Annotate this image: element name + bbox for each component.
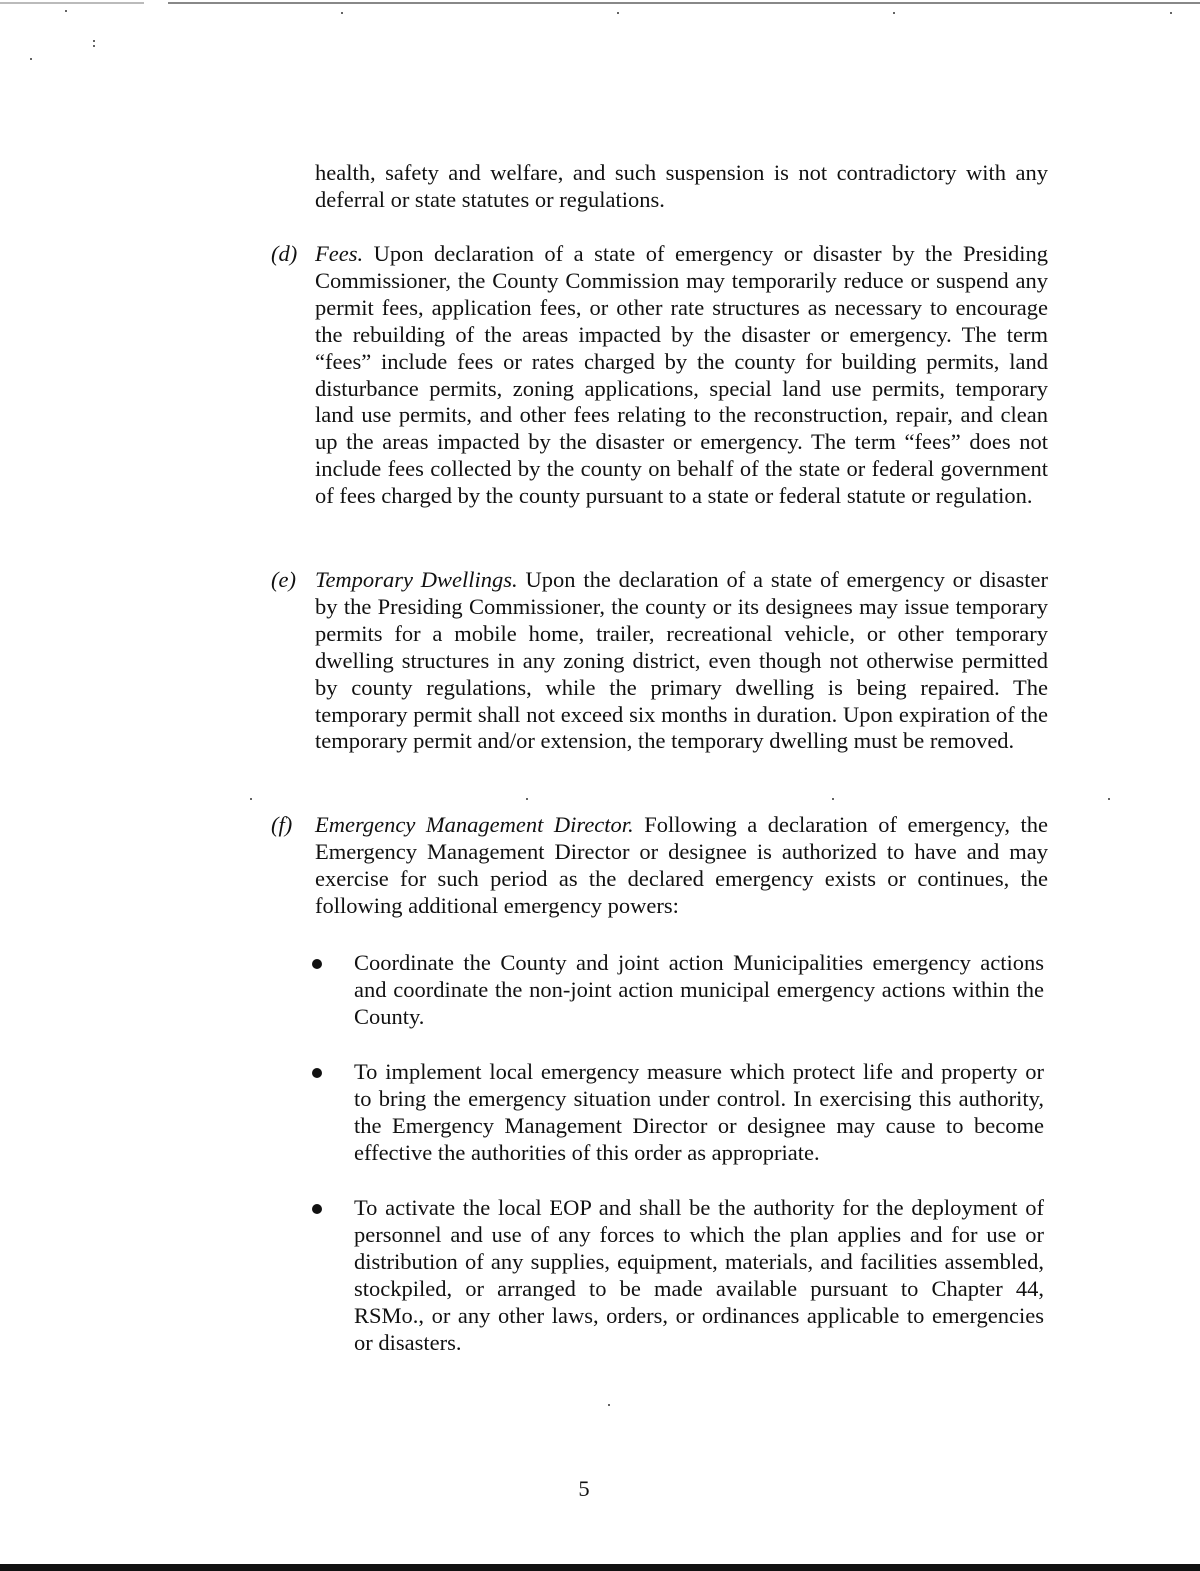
section-label-e: (e) xyxy=(271,567,296,592)
section-d-paragraph xyxy=(315,241,1048,510)
bullet-item-3: To activate the local EOP and shall be the authority for the deployment of personnel and use of any forces to which the plan applies and for use or distribution of any supplies, equipment, materials, and facilities assembled, stockpiled, or arranged to be made available pursuant to Chapter 44, RSMo., or any other laws, orders, or ordinances applicable to emergencies or disasters. xyxy=(354,1195,1044,1355)
bullet-icon xyxy=(312,959,322,969)
page-number: 5 xyxy=(578,1476,590,1501)
scan-bottom-edge xyxy=(0,1564,1200,1571)
bullet-icon xyxy=(312,1068,322,1078)
bullet-item-2: To implement local emergency measure which protect life and property or to bring the emergency situation under control. In exercising this authority, the Emergency Management Director or designee may cause to become effective the authorities of this order as appropriate. xyxy=(354,1059,1044,1165)
bullet-icon xyxy=(312,1204,322,1214)
section-f-paragraph xyxy=(315,812,1048,920)
section-label-d: (d) xyxy=(271,241,298,266)
section-d-body: Upon declaration of a state of emergency or disaster by the Presiding Commissioner, the County Commission may temporarily reduce or suspend any permit fees, application fees, or other rate structures as necessary to encourage the rebuilding of the areas impacted by the disaster or emergency. The term “fees” include fees or rates charged by the county for building permits, land disturbance permits, zoning applications, special land use permits, temporary land use permits, and other fees relating to the reconstruction, repair, and clean up the areas impacted by the disaster or emergency. The term “fees” does not include fees collected by the county on behalf of the state or federal government of fees charged by the county pursuant to a state or federal statute or regulation. xyxy=(315,241,1048,509)
continuation-paragraph: health, safety and welfare, and such suspension is not contradictory with any deferral or state statutes or regulations. xyxy=(315,160,1048,212)
section-label-f: (f) xyxy=(271,812,293,837)
section-e-paragraph xyxy=(315,567,1048,755)
section-e-body: Upon the declaration of a state of emergency or disaster by the Presiding Commissioner, the county or its designees may issue temporary permits for a mobile home, trailer, recreational vehicle, or other temporary dwelling structures in any zoning district, even though not otherwise permitted by county regulations, while the primary dwelling is being repaired. The temporary permit shall not exceed six months in duration. Upon expiration of the temporary permit and/or extension, the temporary dwelling must be removed. xyxy=(315,567,1048,754)
section-f-title: Emergency Management Director. xyxy=(315,812,634,837)
section-d-title: Fees. xyxy=(315,241,364,266)
section-e-title: Temporary Dwellings. xyxy=(315,567,518,592)
section-f-body: Following a declaration of emergency, the Emergency Management Director or designee is authorized to have and may exercise for such period as the declared emergency exists or continues, the following additional emergency powers: xyxy=(315,812,1049,918)
bullet-item-1: Coordinate the County and joint action Municipalities emergency actions and coordinate the non-joint action municipal emergency actions within the County. xyxy=(354,950,1044,1029)
